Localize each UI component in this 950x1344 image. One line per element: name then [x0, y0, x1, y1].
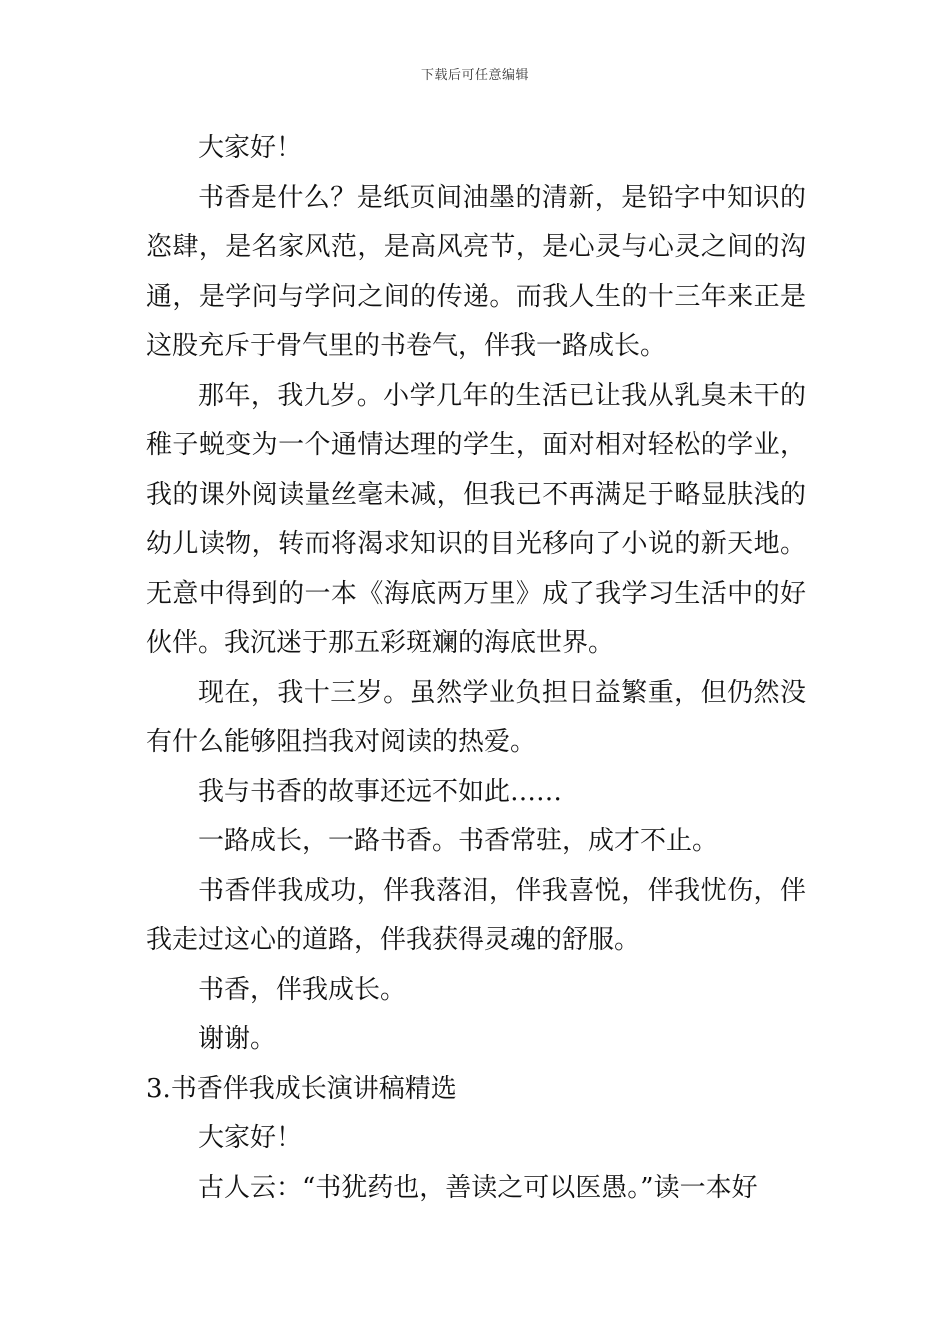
paragraph-what-is-book-fragrance: 书香是什么？是纸页间油墨的清新，是铅字中知识的恣肆，是名家风范，是高风亮节，是心灵与心灵之间的沟通，是学问与学问之间的传递。而我人生的十三年来正是这股充斥于骨气里的书卷气，伴我一路成长。 — [146, 182, 806, 361]
section-heading: 3.书香伴我成长演讲稿精选 — [146, 1073, 457, 1104]
paragraph-thanks: 谢谢。 — [198, 1024, 277, 1054]
page-header: 下载后可任意编辑 — [420, 68, 529, 83]
paragraph-closing-theme: 书香，伴我成长。 — [198, 974, 407, 1005]
paragraph-greeting-2: 大家好！ — [198, 1123, 303, 1153]
paragraph-accompany-me: 书香伴我成功，伴我落泪，伴我喜悦，伴我忧伤，伴我走过这心的道路，伴我获得灵魂的舒服。 — [146, 875, 806, 955]
paragraph-age-thirteen: 现在，我十三岁。虽然学业负担日益繁重，但仍然没有什么能够阻挡我对阅读的热爱。 — [146, 677, 806, 757]
paragraph-greeting: 大家好！ — [198, 133, 303, 163]
paragraph-ancient-saying: 古人云：“书犹药也，善读之可以医愚。”读一本好 — [198, 1172, 758, 1203]
paragraph-growth-fragrance: 一路成长，一路书香。书香常驻，成才不止。 — [198, 826, 719, 856]
document-body — [146, 124, 806, 1213]
paragraph-age-nine: 那年，我九岁。小学几年的生活已让我从乳臭未干的稚子蜕变为一个通情达理的学生，面对相对轻松的学业，我的课外阅读量丝毫未减，但我已不再满足于略显肤浅的幼儿读物，转而将渴求知识的目光移向了小说的新天地。无意中得到的一本《海底两万里》成了我学习生活中的好伙伴。我沉迷于那五彩斑斓的海底世界。 — [146, 380, 806, 658]
paragraph-story-continues: 我与书香的故事还远不如此…… — [198, 776, 563, 807]
